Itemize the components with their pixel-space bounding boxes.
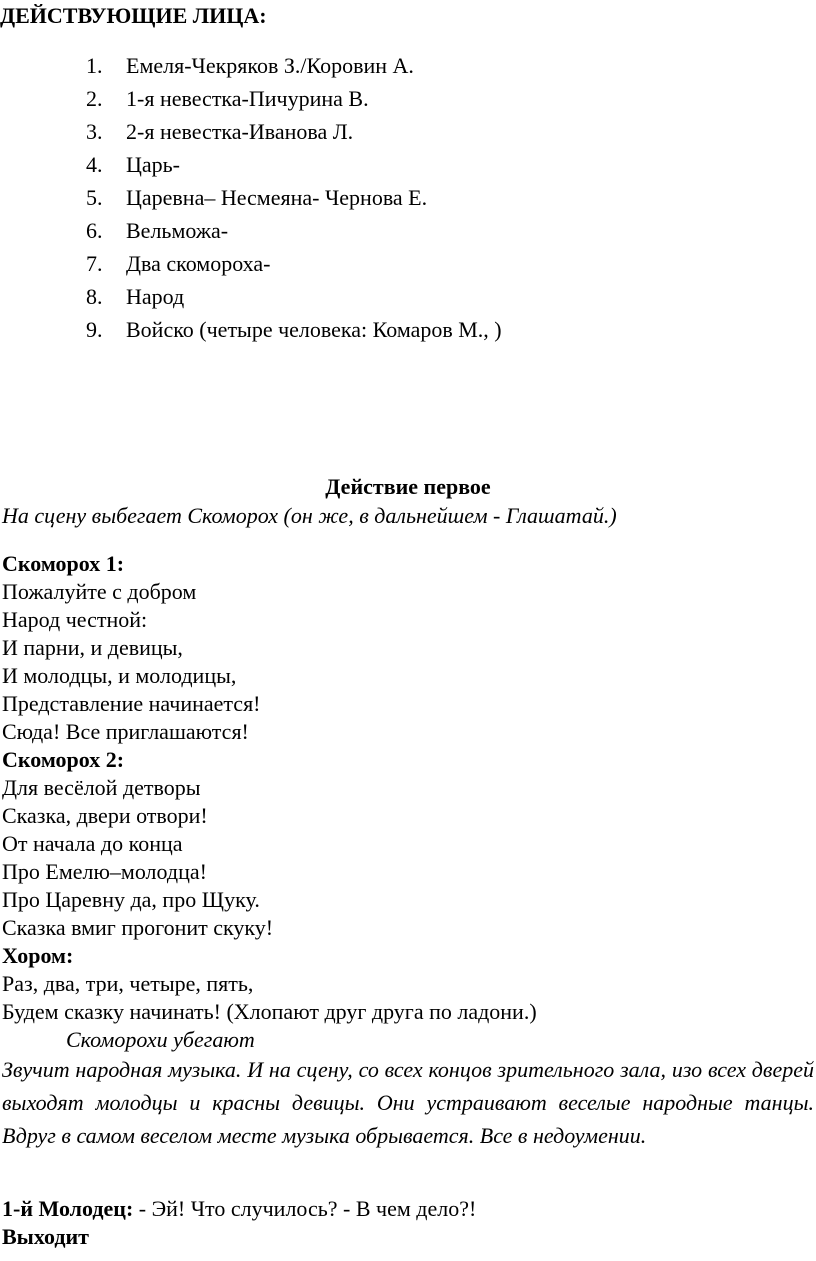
cast-item-number: 5. (86, 185, 103, 210)
speaker-name: Хором: (2, 943, 74, 968)
stage-direction: На сцену выбегает Скоморох (он же, в дальнейшем - Глашатай.) (2, 503, 617, 528)
speaker-name: Скоморох 2: (2, 747, 125, 772)
cast-item-text: Царь- (126, 152, 181, 177)
cast-item (86, 250, 502, 283)
verse-line: Сюда! Все приглашаются! (2, 719, 249, 744)
verse-line: Сказка вмиг прогонит скуку! (2, 915, 274, 940)
cast-item (86, 52, 502, 85)
cast-item-number: 1. (86, 53, 103, 78)
cast-list (86, 52, 502, 349)
cast-item-text: 1-я невестка-Пичурина В. (126, 86, 369, 111)
cast-item-text: Царевна– Несмеяна- Чернова Е. (126, 185, 428, 210)
cast-item (86, 85, 502, 118)
cast-item-text: Емеля-Чекряков З./Коровин А. (126, 53, 414, 78)
verse-line: Про Емелю–молодца! (2, 859, 207, 884)
speaker-name: Скоморох 1: (2, 551, 125, 576)
closing-block (2, 1195, 814, 1251)
cast-item-number: 8. (86, 284, 103, 309)
cast-item-number: 4. (86, 152, 103, 177)
speaker-name: Выходит (2, 1224, 89, 1249)
verse-line: Для весёлой детворы (2, 775, 201, 800)
music-direction: Звучит народная музыка. И на сцену, со всех концов зрительного зала, изо всех дверей выходят молодцы и красны девицы. Они устраивают веселые народные танцы. Вдруг в самом веселом месте музыка обрывается. Все в недоумении. (2, 1057, 814, 1148)
dialogue-line (2, 1195, 814, 1223)
opening-direction-block (2, 502, 814, 530)
cast-item-text: 2-я невестка-Иванова Л. (126, 119, 354, 144)
verse-line: Про Царевну да, про Щуку. (2, 887, 260, 912)
cast-item (86, 151, 502, 184)
cast-heading: ДЕЙСТВУЮЩИЕ ЛИЦА: (0, 3, 267, 28)
cast-item-text: Два скомороха- (126, 251, 271, 276)
cast-item-text: Народ (126, 284, 185, 309)
dialogue-block (2, 550, 814, 1054)
cast-item (86, 283, 502, 316)
verse-line: Сказка, двери отвори! (2, 803, 208, 828)
act-title: Действие первое (325, 474, 491, 499)
cast-item (86, 316, 502, 349)
verse-line: Раз, два, три, четыре, пять, (2, 971, 254, 996)
cast-item-number: 3. (86, 119, 103, 144)
stage-direction: Скоморохи убегают (66, 1027, 255, 1052)
cast-item (86, 118, 502, 151)
cast-item (86, 217, 502, 250)
verse-line: Будем сказку начинать! (Хлопают друг друга по ладони.) (2, 999, 537, 1024)
verse-line: От начала до конца (2, 831, 183, 856)
verse-line: Народ честной: (2, 607, 148, 632)
verse-line: И парни, и девицы, (2, 635, 183, 660)
cast-item-text: Войско (четыре человека: Комаров М., ) (126, 317, 502, 342)
cast-item (86, 184, 502, 217)
cast-item-number: 7. (86, 251, 103, 276)
cast-item-number: 9. (86, 317, 103, 342)
verse-line: Представление начинается! (2, 691, 261, 716)
cast-item-text: Вельможа- (126, 218, 229, 243)
cast-item-number: 2. (86, 86, 103, 111)
verse-line: И молодцы, и молодицы, (2, 663, 237, 688)
verse-line: Пожалуйте с добром (2, 579, 197, 604)
cast-item-number: 6. (86, 218, 103, 243)
speaker-name: 1-й Молодец: (2, 1196, 134, 1221)
speech-text: - Эй! Что случилось? - В чем дело?! (133, 1196, 477, 1221)
